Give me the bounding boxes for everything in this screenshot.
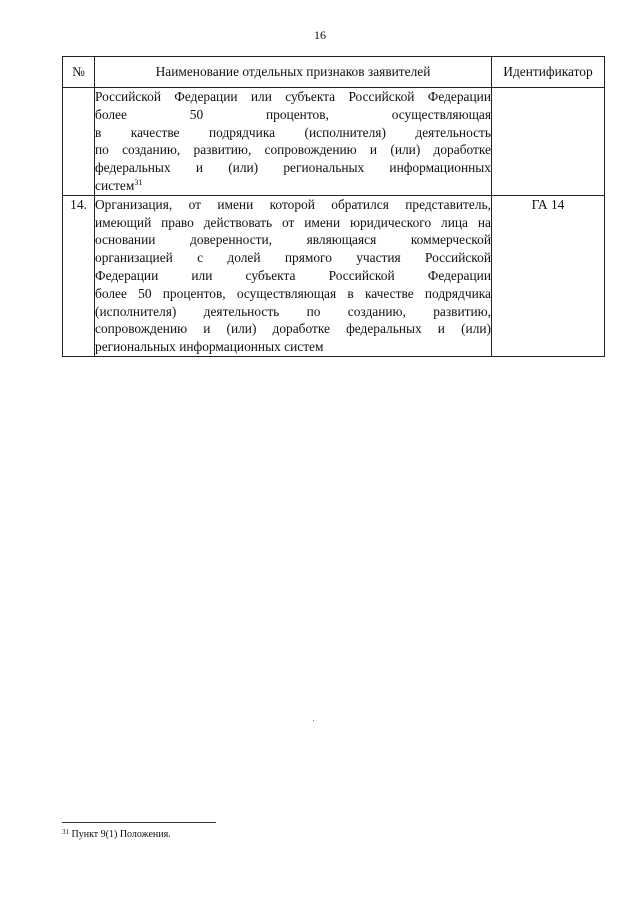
row-number: 14. [63,195,95,356]
footnote [62,829,171,840]
text-line: Российской Федерации или субъекта Российской Федерации [95,89,491,104]
footnote-divider [62,822,216,823]
text-line-last [95,177,491,195]
text-line: Организация, от имени которой обратился представитель, [95,196,491,212]
header-feature-name: Наименование отдельных признаков заявителей [95,57,492,88]
table-row [63,195,605,356]
table-header-row [63,57,605,88]
header-identifier: Идентификатор [492,57,605,88]
footnote-reference: 31 [134,177,143,187]
text-line: Федерации или субъекта Российской Федерации [95,267,491,283]
footnote-mark: 31 [62,828,69,836]
text-line: сопровождению и (или) доработке федеральных и (или) [95,321,491,337]
footnote-text: Пункт 9(1) Положения. [71,829,171,840]
text-line: федеральных и (или) региональных информационных [95,160,491,176]
text-line: основании доверенности, являющаяся коммерческой [95,232,491,248]
header-number: № [63,57,95,88]
row-feature-name [95,88,492,196]
page-number: 16 [314,28,326,42]
text-line: более 50 процентов, осуществляющая [95,106,491,122]
text-line: организацией с долей прямого участия Российской [95,250,491,266]
row-identifier [492,88,605,196]
table-row [63,88,605,196]
text-line: имеющий право действовать от имени юридического лица на [95,214,491,230]
applicant-features-table [62,56,605,357]
text-line: (исполнителя) деятельность по созданию, развитию, [95,303,491,319]
text-line: по созданию, развитию, сопровождению и (или) доработке [95,142,491,158]
row-number [63,88,95,196]
row-feature-name [95,195,492,356]
text-line: более 50 процентов, осуществляющая в качестве подрядчика [95,285,491,301]
text-line: в качестве подрядчика (исполнителя) деятельность [95,124,491,140]
text-line: систем [95,177,135,193]
scan-speck [313,720,314,721]
row-identifier: ГА 14 [492,195,605,356]
text-line: региональных информационных систем [95,339,324,355]
